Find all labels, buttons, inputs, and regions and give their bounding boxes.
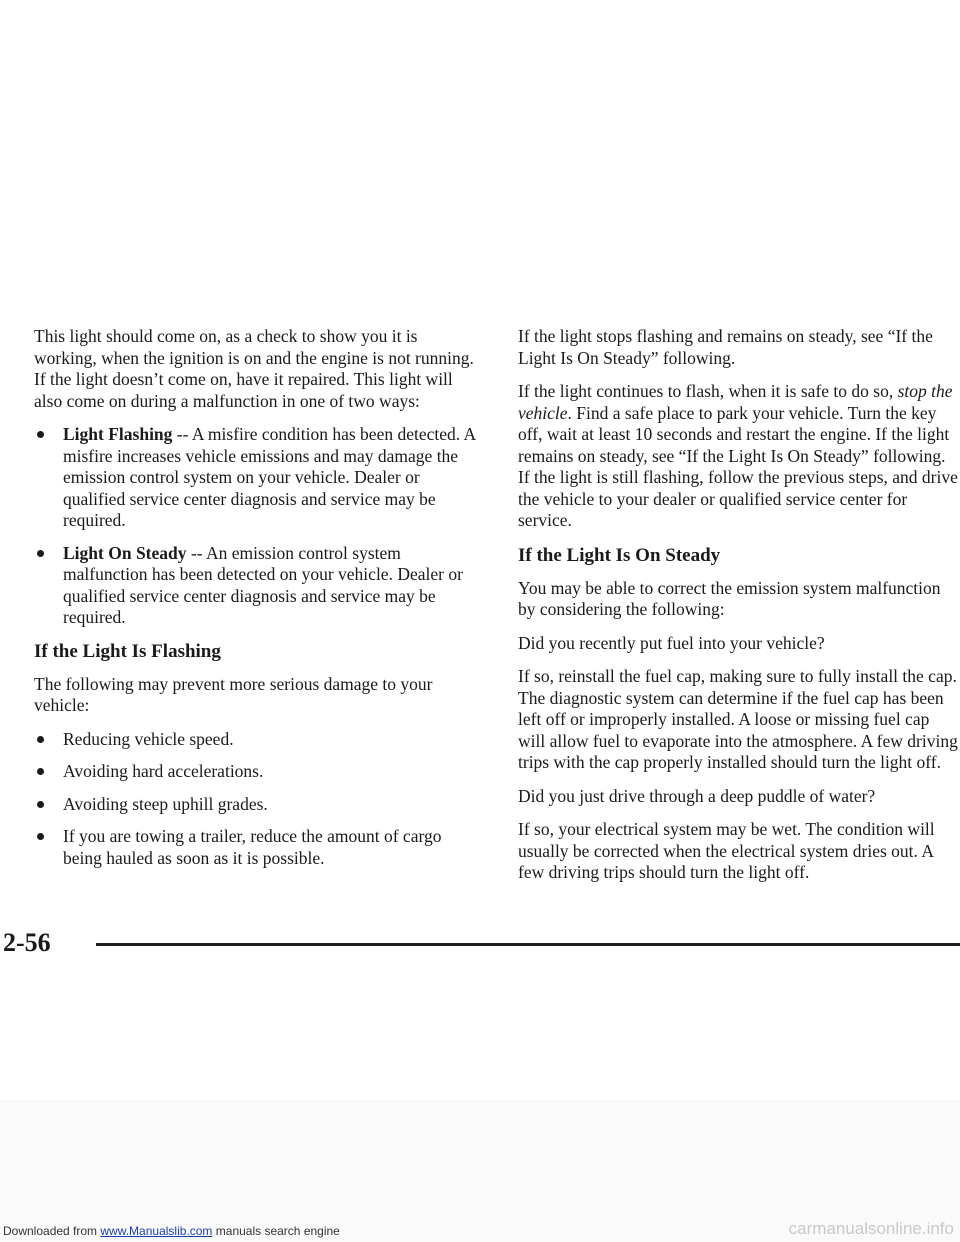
- intro-paragraph: This light should come on, as a check to show you it is working, when the ignition is on and the engine is not running. If the light doesn’t come on, have it repaired. This light will also come on during a malfunction in one of two ways:: [34, 326, 474, 411]
- electrical-paragraph: If so, your electrical system may be wet. The condition will usually be corrected when the electrical system dries out. A few driving trips should turn the light off.: [518, 819, 935, 882]
- flashing-intro-paragraph: The following may prevent more serious damage to your vehicle:: [34, 673, 433, 715]
- page-number: 2-56: [3, 928, 51, 957]
- steady-intro-paragraph: You may be able to correct the emission system malfunction by considering the following:: [518, 577, 941, 619]
- continues-flash-paragraph: If the light continues to flash, when it is safe to do so, stop the vehicle. Find a safe place to park your vehicle. Turn the key off, wait at least 10 seconds and restart the engine. If the light remains on steady, see “If the Light Is On Steady” following. If the light is still flashing, follow the previous steps, and drive the vehicle to your dealer or qualified service center for service.: [518, 381, 958, 530]
- stops-flashing-paragraph: If the light stops flashing and remains on steady, see “If the Light Is On Steady” following.: [518, 326, 933, 368]
- download-watermark: Downloaded from www.Manualslib.com manuals search engine: [3, 1224, 340, 1238]
- heading-light-flashing: If the Light Is Flashing: [34, 640, 221, 662]
- left-column: [34, 326, 480, 880]
- bullet-icon: [37, 736, 44, 743]
- definition-text: A misfire condition has been detected. A misfire increases vehicle emissions and may damage the emission control system on your vehicle. Dealer or qualified service center diagnosis and service may be required.: [63, 424, 476, 530]
- bullet-icon: [37, 833, 44, 840]
- fuel-cap-paragraph: If so, reinstall the fuel cap, making sure to fully install the cap. The diagnostic system can determine if the fuel cap has been left off or improperly installed. A loose or missing fuel cap will allow fuel to evaporate into the atmosphere. A few driving trips with the cap properly installed should turn the light off.: [518, 666, 958, 772]
- list-item: If you are towing a trailer, reduce the amount of cargo being hauled as soon as it is possible.: [34, 826, 480, 869]
- emphasis-stop-vehicle: stop the vehicle: [518, 381, 953, 423]
- fuel-question: Did you recently put fuel into your vehicle?: [518, 632, 825, 653]
- term-light-on-steady: Light On Steady: [63, 542, 187, 563]
- right-column: [518, 326, 960, 896]
- list-item: [34, 543, 480, 629]
- manualslib-link[interactable]: www.Manualslib.com: [100, 1224, 213, 1238]
- list-item: Avoiding hard accelerations.: [34, 761, 480, 783]
- definition-text: An emission control system malfunction has been detected on your vehicle. Dealer or qualified service center diagnosis and service may be required.: [63, 542, 463, 627]
- footer-divider: [96, 943, 960, 946]
- term-separator: --: [172, 424, 192, 444]
- list-item: [34, 424, 480, 532]
- prevention-list: [34, 729, 480, 870]
- puddle-question: Did you just drive through a deep puddle of water?: [518, 785, 876, 806]
- bullet-icon: [37, 550, 44, 557]
- list-item: Reducing vehicle speed.: [34, 729, 480, 751]
- site-watermark: carmanualsonline.info: [788, 1219, 954, 1238]
- bullet-icon: [37, 431, 44, 438]
- list-item: Avoiding steep uphill grades.: [34, 794, 480, 816]
- term-separator: --: [186, 542, 206, 563]
- light-modes-list: [34, 424, 480, 629]
- bullet-icon: [37, 801, 44, 808]
- heading-light-on-steady: If the Light Is On Steady: [518, 544, 721, 566]
- term-light-flashing: Light Flashing: [63, 424, 173, 444]
- bullet-icon: [37, 768, 44, 775]
